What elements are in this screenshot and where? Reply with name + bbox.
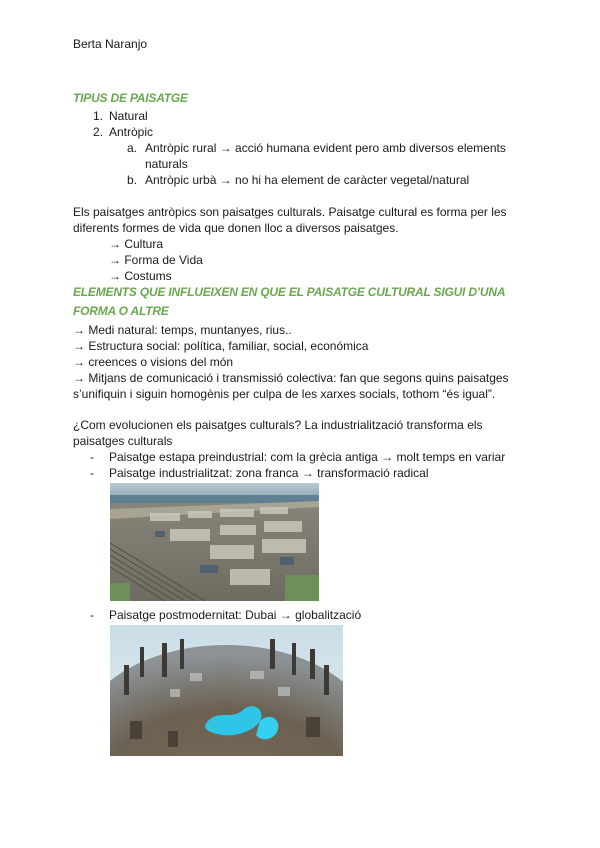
dubai-landscape-photo <box>110 625 343 756</box>
section-heading-elements-continuation: FORMA O ALTRE <box>73 304 169 318</box>
list-marker: 1. <box>92 109 103 123</box>
arrow-item: → Forma de Vida <box>109 253 203 267</box>
arrow-line: → creences o visions del món <box>73 355 234 369</box>
sublist-item: Antròpic rural → acció humana evident pero amb diversos elements <box>145 141 506 155</box>
arrow-line: → Medi natural: temps, muntanyes, rius.. <box>73 323 292 337</box>
arrow-line-continuation: s’unifiquin i siguin homogènis per culpa de les xarxes socials, tothom “és igual”. <box>73 387 496 401</box>
bullet-item: Paisatge postmodernitat: Dubai → globalització <box>109 608 362 622</box>
arrow-line: → Mitjans de comunicació i transmissió colectiva: fan que segons quins paisatges <box>73 371 509 385</box>
paragraph-line: diferents formes de vida que donen lloc a diversos paisatges. <box>73 221 399 235</box>
arrow-item: → Costums <box>109 269 172 283</box>
paragraph-line: ¿Com evolucionen els paisatges culturals? La industrialització transforma els <box>73 418 483 432</box>
author-name: Berta Naranjo <box>73 37 148 51</box>
paragraph-line: Els paisatges antròpics son paisatges culturals. Paisatge cultural es forma per les <box>73 205 507 219</box>
bullet-marker: - <box>90 450 94 464</box>
sublist-marker: a. <box>126 141 137 155</box>
list-item: Natural <box>109 109 148 123</box>
industrial-landscape-photo <box>110 483 319 601</box>
list-item: Antròpic <box>109 125 154 139</box>
arrow-item: → Cultura <box>109 237 164 251</box>
arrow-line: → Estructura social: política, familiar, social, económica <box>73 339 369 353</box>
bullet-item: Paisatge industrialitzat: zona franca → transformació radical <box>109 466 429 480</box>
list-marker: 2. <box>92 125 103 139</box>
sublist-marker: b. <box>126 173 137 187</box>
paragraph-line: paisatges culturals <box>73 434 173 448</box>
sublist-item-continuation: naturals <box>145 157 188 171</box>
bullet-marker: - <box>90 466 94 480</box>
bullet-marker: - <box>90 608 94 622</box>
bullet-item: Paisatge estapa preindustrial: com la grècia antiga → molt temps en variar <box>109 450 506 464</box>
section-heading-landscape-types: TIPUS DE PAISATGE <box>73 91 188 105</box>
section-heading-elements: ELEMENTS QUE INFLUEIXEN EN QUE EL PAISATGE CULTURAL SIGUI D’UNA <box>73 285 506 299</box>
sublist-item: Antròpic urbà → no hi ha element de caràcter vegetal/natural <box>145 173 470 187</box>
